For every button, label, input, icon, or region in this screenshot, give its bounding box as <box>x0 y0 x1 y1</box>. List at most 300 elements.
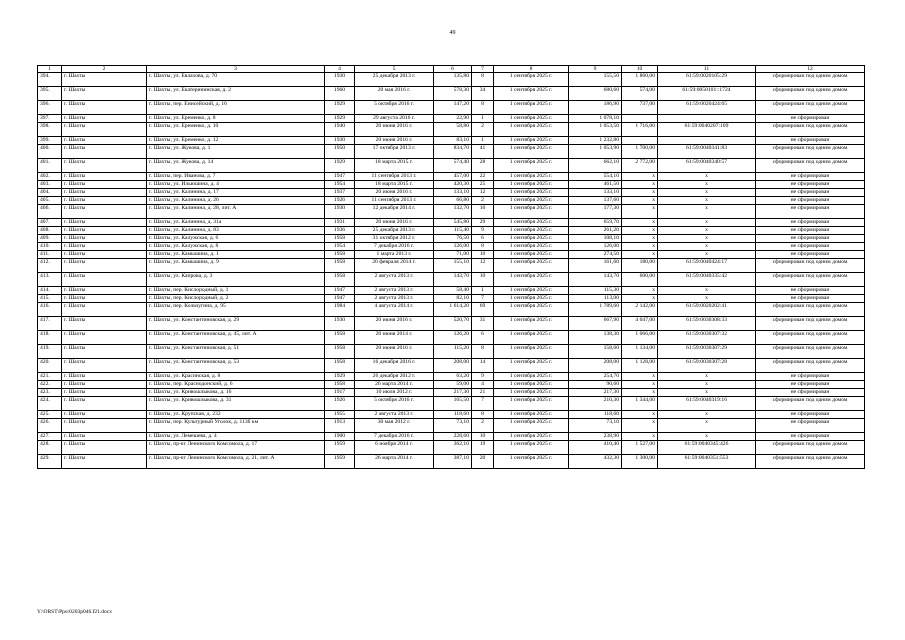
table-cell: 8 <box>472 73 494 87</box>
table-cell: 1 марта 2013 г. <box>355 251 434 259</box>
table-cell: не сформирован <box>756 295 865 303</box>
table-cell: 545,80 <box>434 219 472 227</box>
table-cell: не сформирован <box>756 243 865 251</box>
table-cell: 1 860,00 <box>622 73 658 87</box>
table-cell: сформирован под одним домом <box>756 345 865 359</box>
table-cell: сформирован под одним домом <box>756 441 865 455</box>
table-cell: х <box>658 251 756 259</box>
table-cell: 274,50 <box>569 251 622 259</box>
table-cell: г. Шахты <box>62 145 147 159</box>
table-cell: х <box>658 205 756 219</box>
table-cell: 1958 <box>325 251 355 259</box>
table-cell: не сформирован <box>756 181 865 189</box>
table-cell: 126,00 <box>434 243 472 251</box>
table-cell: 1958 <box>325 359 355 373</box>
table-cell: 1 066,00 <box>622 331 658 345</box>
table-cell: не сформирован <box>756 287 865 295</box>
table-cell: 20 июня 2016 г. <box>355 317 434 331</box>
table-cell: 1929 <box>325 115 355 123</box>
table-row <box>38 381 865 389</box>
table-cell: 61:59:0040335:42 <box>658 273 756 287</box>
table-cell: 413. <box>38 273 62 287</box>
table-cell: 7 <box>472 295 494 303</box>
table-cell: 66,80 <box>434 197 472 205</box>
table-cell: 1 <box>472 287 494 295</box>
table-cell: 1 700,00 <box>622 145 658 159</box>
table-cell: г. Шахты, пер. Краснодонский, д. 6 <box>147 381 325 389</box>
table-cell: 1959 <box>325 441 355 455</box>
table-cell: 25 декабря 2013 г. <box>355 227 434 235</box>
table-cell: 115,30 <box>569 287 622 295</box>
housing-registry-table <box>37 65 865 469</box>
table-cell: 61:59:0040207:109 <box>658 123 756 137</box>
table-cell: 414. <box>38 287 62 295</box>
table-cell: х <box>622 389 658 397</box>
table-cell: 138,30 <box>569 331 622 345</box>
table-cell: 9 <box>472 373 494 381</box>
file-path-footer: Y:\ORST\Ppo\0203p046.f21.docx <box>37 609 112 615</box>
table-cell: 416. <box>38 303 62 317</box>
table-cell: 7 <box>472 397 494 411</box>
table-cell: не сформирован <box>756 235 865 243</box>
table-cell: г. Шахты, пер. Кислородный, д. 2 <box>147 295 325 303</box>
table-cell: г. Шахты <box>62 295 147 303</box>
table-cell: 61:59:0040319:16 <box>658 397 756 411</box>
table-cell: х <box>622 287 658 295</box>
table-cell: 410,40 <box>569 441 622 455</box>
column-header: 10 <box>622 66 658 73</box>
table-cell: г. Шахты <box>62 227 147 235</box>
table-cell: 400. <box>38 145 62 159</box>
table-cell: 1958 <box>325 273 355 287</box>
table-cell: 1958 <box>325 331 355 345</box>
table-cell: 2 <box>472 123 494 137</box>
table-cell: сформирован под одним домом <box>756 331 865 345</box>
table-cell: 421. <box>38 373 62 381</box>
table-cell: 399. <box>38 137 62 145</box>
table-cell: не сформирован <box>756 389 865 397</box>
table-cell: 133,10 <box>434 189 472 197</box>
table-cell: 7 декабря 2016 г. <box>355 243 434 251</box>
table-cell: 17 октября 2013 г. <box>355 145 434 159</box>
table-cell: х <box>622 243 658 251</box>
table-cell: г. Шахты, пер. Культурный Уголок, д. 113б км <box>147 419 325 433</box>
table-cell: 1958 <box>325 345 355 359</box>
table-cell: г. Шахты <box>62 137 147 145</box>
table-cell: 1 сентября 2025 г. <box>494 73 569 87</box>
table-cell: 115,40 <box>434 227 472 235</box>
table-row <box>38 295 865 303</box>
table-cell: 1 сентября 2025 г. <box>494 145 569 159</box>
table-cell: 1 сентября 2025 г. <box>494 189 569 197</box>
table-cell: 71,00 <box>434 251 472 259</box>
table-cell: 667,90 <box>569 317 622 331</box>
table-cell: 415. <box>38 295 62 303</box>
table-cell: х <box>658 189 756 197</box>
table-cell: 1929 <box>325 373 355 381</box>
table-cell: х <box>658 373 756 381</box>
table-row <box>38 87 865 101</box>
table-cell: 158,60 <box>569 345 622 359</box>
table-cell: г. Шахты, ул. Калинина, д. 26 <box>147 197 325 205</box>
table-cell: 1 сентября 2025 г. <box>494 389 569 397</box>
table-cell: 238,90 <box>569 433 622 441</box>
table-cell: г. Шахты <box>62 123 147 137</box>
table-cell: не сформирован <box>756 219 865 227</box>
table-cell: г. Шахты, ул. Кривошлыкова, д. 31 <box>147 397 325 411</box>
table-cell: 61:59:0040341:83 <box>658 145 756 159</box>
table-cell: 461,50 <box>569 181 622 189</box>
table-cell: х <box>622 173 658 181</box>
table-cell: не сформирован <box>756 137 865 145</box>
table-cell: 1 сентября 2025 г. <box>494 227 569 235</box>
table-cell: 1 053,50 <box>569 123 622 137</box>
table-cell: 143,70 <box>569 273 622 287</box>
table-row <box>38 345 865 359</box>
table-cell: 659,70 <box>569 219 622 227</box>
header-row <box>38 66 865 73</box>
table-cell: 29 августа 2016 г. <box>355 115 434 123</box>
table-row <box>38 101 865 115</box>
table-cell: 9 <box>472 227 494 235</box>
table-cell: 31 октября 2012 г. <box>355 235 434 243</box>
table-cell: 217,30 <box>434 389 472 397</box>
table-cell: г. Шахты, ул. Екатерининская, д. 2 <box>147 87 325 101</box>
table-cell: г. Шахты <box>62 455 147 469</box>
table-cell: 14 <box>472 359 494 373</box>
table-cell: 61:59:0040351:553 <box>658 455 756 469</box>
table-cell: 12 <box>472 259 494 273</box>
table-cell: 397. <box>38 115 62 123</box>
table-cell: 1926 <box>325 197 355 205</box>
table-cell: 574,00 <box>622 87 658 101</box>
table-row <box>38 189 865 197</box>
table-cell: 1 сентября 2025 г. <box>494 345 569 359</box>
table-cell: 161,60 <box>569 259 622 273</box>
table-cell: г. Шахты, ул. Лемешева, д. 4 <box>147 433 325 441</box>
table-cell: х <box>622 373 658 381</box>
table-cell: 387,10 <box>434 455 472 469</box>
table-cell: г. Шахты, ул. Ильюшина, д. 4 <box>147 181 325 189</box>
table-cell: 34 <box>472 87 494 101</box>
column-header: 8 <box>494 66 569 73</box>
table-cell: 1926 <box>325 397 355 411</box>
table-cell: 133,10 <box>569 189 622 197</box>
table-cell: 20 июня 2016 г. <box>355 189 434 197</box>
table-cell: 2 <box>472 197 494 205</box>
table-cell: 20 июня 2016 г. <box>355 345 434 359</box>
table-cell: 135,80 <box>434 73 472 87</box>
table-cell: 395. <box>38 87 62 101</box>
table-cell: 22,90 <box>434 115 472 123</box>
table-cell: г. Шахты, ул. Крупская, д. 232 <box>147 411 325 419</box>
table-cell: 2 августа 2013 г. <box>355 295 434 303</box>
table-cell: 1937 <box>325 189 355 197</box>
table-cell: 1900 <box>325 433 355 441</box>
table-cell: 406. <box>38 205 62 219</box>
table-cell: 1 300,00 <box>622 455 658 469</box>
table-cell: х <box>658 389 756 397</box>
table-row <box>38 123 865 137</box>
table-cell: х <box>622 433 658 441</box>
table-cell: 412. <box>38 259 62 273</box>
table-cell: 186,90 <box>569 101 622 115</box>
table-cell: сформирован под одним домом <box>756 455 865 469</box>
table-cell: г. Шахты, ул. Еременко, д. 12 <box>147 137 325 145</box>
table-cell: г. Шахты <box>62 433 147 441</box>
table-cell: х <box>658 173 756 181</box>
table-cell: 404. <box>38 189 62 197</box>
table-body <box>38 73 865 469</box>
table-cell: 1 сентября 2025 г. <box>494 123 569 137</box>
table-cell: 1 сентября 2025 г. <box>494 243 569 251</box>
table-cell: 58,80 <box>434 123 472 137</box>
table-cell: 396. <box>38 101 62 115</box>
table-cell: 417. <box>38 317 62 331</box>
table-cell: х <box>658 287 756 295</box>
table-cell: 73,10 <box>434 419 472 433</box>
table-cell: г. Шахты, ул. Калинина, д. 17 <box>147 189 325 197</box>
table-cell: 1 сентября 2025 г. <box>494 303 569 317</box>
table-cell: 1 сентября 2025 г. <box>494 359 569 373</box>
table-cell: 228,60 <box>434 433 472 441</box>
table-cell: 402. <box>38 173 62 181</box>
table-cell: 63,20 <box>434 373 472 381</box>
table-cell: 61:59:0040340:57 <box>658 159 756 173</box>
table-cell: 1 сентября 2025 г. <box>494 433 569 441</box>
column-header: 9 <box>569 66 622 73</box>
table-cell: сформирован под одним домом <box>756 317 865 331</box>
table-cell: 4 <box>472 381 494 389</box>
table-cell: 1960 <box>325 87 355 101</box>
table-cell: 41 <box>472 145 494 159</box>
table-cell: 1929 <box>325 159 355 173</box>
table-cell: 90,60 <box>569 381 622 389</box>
table-cell: 6 ноября 2014 г. <box>355 441 434 455</box>
table-cell: х <box>622 227 658 235</box>
table-cell: 25 <box>472 181 494 189</box>
table-cell: г. Шахты <box>62 397 147 411</box>
table-cell: г. Шахты <box>62 87 147 101</box>
table-cell: х <box>622 381 658 389</box>
table-cell: 61:59:0020202:41 <box>658 303 756 317</box>
table-cell: г. Шахты, ул. Красинская, д. 8 <box>147 373 325 381</box>
table-cell: 115,20 <box>434 345 472 359</box>
table-cell: 1 527,00 <box>622 441 658 455</box>
table-cell: х <box>658 197 756 205</box>
table-cell: х <box>622 219 658 227</box>
table-cell: г. Шахты, ул. Евлахова, д. 70 <box>147 73 325 87</box>
column-header: 12 <box>756 66 865 73</box>
table-cell: 4 августа 2014 г. <box>355 303 434 317</box>
table-cell: 1 сентября 2025 г. <box>494 159 569 173</box>
table-row <box>38 251 865 259</box>
table-cell: 574,40 <box>434 159 472 173</box>
table-cell: 26 марта 2014 г. <box>355 381 434 389</box>
table-cell: х <box>658 243 756 251</box>
table-row <box>38 389 865 397</box>
table-cell: г. Шахты <box>62 101 147 115</box>
table-cell: г. Шахты <box>62 173 147 181</box>
table-cell: сформирован под одним домом <box>756 145 865 159</box>
table-cell: 1 134,00 <box>622 345 658 359</box>
table-row <box>38 159 865 173</box>
table-row <box>38 441 865 455</box>
table-cell: 126,20 <box>434 331 472 345</box>
table-cell: 4 047,00 <box>622 317 658 331</box>
table-cell: 1 сентября 2025 г. <box>494 317 569 331</box>
table-cell: х <box>622 251 658 259</box>
table-cell: 18 марта 2015 г. <box>355 181 434 189</box>
table-cell: 1959 <box>325 455 355 469</box>
table-row <box>38 373 865 381</box>
table-cell: 21 <box>472 389 494 397</box>
table-cell: 10 июля 2012 г. <box>355 389 434 397</box>
table-cell: 28 <box>472 159 494 173</box>
table-cell: х <box>658 419 756 433</box>
table-cell: сформирован под одним домом <box>756 73 865 87</box>
table-cell: 1 сентября 2025 г. <box>494 419 569 433</box>
table-cell: 1958 <box>325 381 355 389</box>
table-cell: 118,60 <box>569 411 622 419</box>
table-cell: 1 789,60 <box>569 303 622 317</box>
table-cell <box>658 115 756 123</box>
table-cell: 20 июня 2014 г. <box>355 331 434 345</box>
table-cell: 83,10 <box>434 137 472 145</box>
table-cell: 10 <box>472 205 494 219</box>
table-cell: 5 октября 2016 г. <box>355 101 434 115</box>
table-cell: 1930 <box>325 137 355 145</box>
table-cell: г. Шахты, ул. Камышина, д. 1 <box>147 251 325 259</box>
table-cell: 554,10 <box>569 173 622 181</box>
table-cell: 1 614,20 <box>434 303 472 317</box>
table-cell: не сформирован <box>756 433 865 441</box>
table-cell: г. Шахты <box>62 331 147 345</box>
table-cell: 1930 <box>325 73 355 87</box>
table-cell: 520,70 <box>434 317 472 331</box>
table-cell: 108,10 <box>569 235 622 243</box>
table-cell: 61:59:0040345:426 <box>658 441 756 455</box>
table-cell: х <box>622 181 658 189</box>
table-cell: г. Шахты <box>62 205 147 219</box>
table-row <box>38 359 865 373</box>
table-cell: 425. <box>38 411 62 419</box>
table-cell: г. Шахты <box>62 345 147 359</box>
table-cell: г. Шахты, ул. Жукова, д. 1 <box>147 145 325 159</box>
table-cell: 1 сентября 2025 г. <box>494 287 569 295</box>
table-cell: 1 сентября 2025 г. <box>494 295 569 303</box>
table-cell: 20 июня 2016 г. <box>355 137 434 145</box>
table-cell: 408. <box>38 227 62 235</box>
table-cell: г. Шахты <box>62 235 147 243</box>
table-cell: 61:59:0030307:28 <box>658 359 756 373</box>
table-row <box>38 145 865 159</box>
table-cell: 1947 <box>325 173 355 181</box>
table-cell: г. Шахты <box>62 159 147 173</box>
table-cell: х <box>622 189 658 197</box>
table-cell: 1 сентября 2025 г. <box>494 87 569 101</box>
table-cell: х <box>658 219 756 227</box>
table-cell: не сформирован <box>756 189 865 197</box>
table-cell: 10 <box>472 251 494 259</box>
table-cell: х <box>658 381 756 389</box>
column-header: 11 <box>658 66 756 73</box>
table-cell: 113,00 <box>569 295 622 303</box>
table-cell: сформирован под одним домом <box>756 159 865 173</box>
table-cell: 405. <box>38 197 62 205</box>
table-cell: 11 сентября 2013 г. <box>355 173 434 181</box>
table-cell: 1 сентября 2025 г. <box>494 397 569 411</box>
table-cell: 424. <box>38 397 62 411</box>
table-cell: 61:59:0030307:29 <box>658 345 756 359</box>
table-cell: 2 августа 2013 г. <box>355 287 434 295</box>
table-cell: не сформирован <box>756 251 865 259</box>
table-cell: 1940 <box>325 123 355 137</box>
table-row <box>38 235 865 243</box>
table-cell: г. Шахты <box>62 359 147 373</box>
table-cell: г. Шахты <box>62 181 147 189</box>
table-cell: сформирован под одним домом <box>756 273 865 287</box>
table-cell: г. Шахты, ул. Константиновская, д. 51 <box>147 345 325 359</box>
table-cell: 401. <box>38 159 62 173</box>
table-cell: 155,10 <box>434 259 472 273</box>
table-cell: 362,10 <box>434 441 472 455</box>
table-cell: сформирован под одним домом <box>756 359 865 373</box>
table-cell: 428. <box>38 441 62 455</box>
table-cell: 1 сентября 2025 г. <box>494 251 569 259</box>
table-cell: 76,50 <box>434 235 472 243</box>
table-cell: 61:59:0030308:33 <box>658 317 756 331</box>
table-cell: г. Шахты, ул. Калужская, д. 6 <box>147 235 325 243</box>
table-cell: 6 <box>472 235 494 243</box>
table-cell: г. Шахты, пер. Иванова, д. 7 <box>147 173 325 181</box>
table-cell: 1947 <box>325 287 355 295</box>
column-header: 3 <box>147 66 325 73</box>
table-row <box>38 303 865 317</box>
table-cell: 834,70 <box>434 145 472 159</box>
table-cell: х <box>658 227 756 235</box>
table-cell: 2 142,00 <box>622 303 658 317</box>
page-number: 49 <box>449 30 456 36</box>
table-row <box>38 331 865 345</box>
table-cell: 20 мая 2016 г. <box>355 87 434 101</box>
table-cell: 1 сентября 2025 г. <box>494 373 569 381</box>
table-cell: 1 сентября 2025 г. <box>494 205 569 219</box>
table-cell: 600,00 <box>622 273 658 287</box>
table-cell: г. Шахты, ул. Константиновская, д. 53 <box>147 359 325 373</box>
table-cell: 8 <box>472 345 494 359</box>
table-cell: не сформирован <box>756 373 865 381</box>
table-cell: 61:59:0020105:29 <box>658 73 756 87</box>
table-cell: 143,70 <box>434 273 472 287</box>
table-cell: 418. <box>38 331 62 345</box>
table-cell: х <box>622 197 658 205</box>
table-cell <box>658 137 756 145</box>
table-cell: г. Шахты, ул. Еременко, д. 10 <box>147 123 325 137</box>
table-cell: г. Шахты <box>62 411 147 419</box>
table-cell: 147,20 <box>434 101 472 115</box>
table-row <box>38 411 865 419</box>
table-cell: г. Шахты <box>62 251 147 259</box>
table-cell: 73,10 <box>569 419 622 433</box>
table-cell: 1 078,10 <box>569 115 622 123</box>
table-row <box>38 419 865 433</box>
table-cell: 61:59:0050101::1724 <box>658 87 756 101</box>
table-cell: не сформирован <box>756 197 865 205</box>
table-cell: сформирован под одним домом <box>756 303 865 317</box>
table-cell: 180,00 <box>622 259 658 273</box>
table-cell: 1 сентября 2025 г. <box>494 173 569 181</box>
